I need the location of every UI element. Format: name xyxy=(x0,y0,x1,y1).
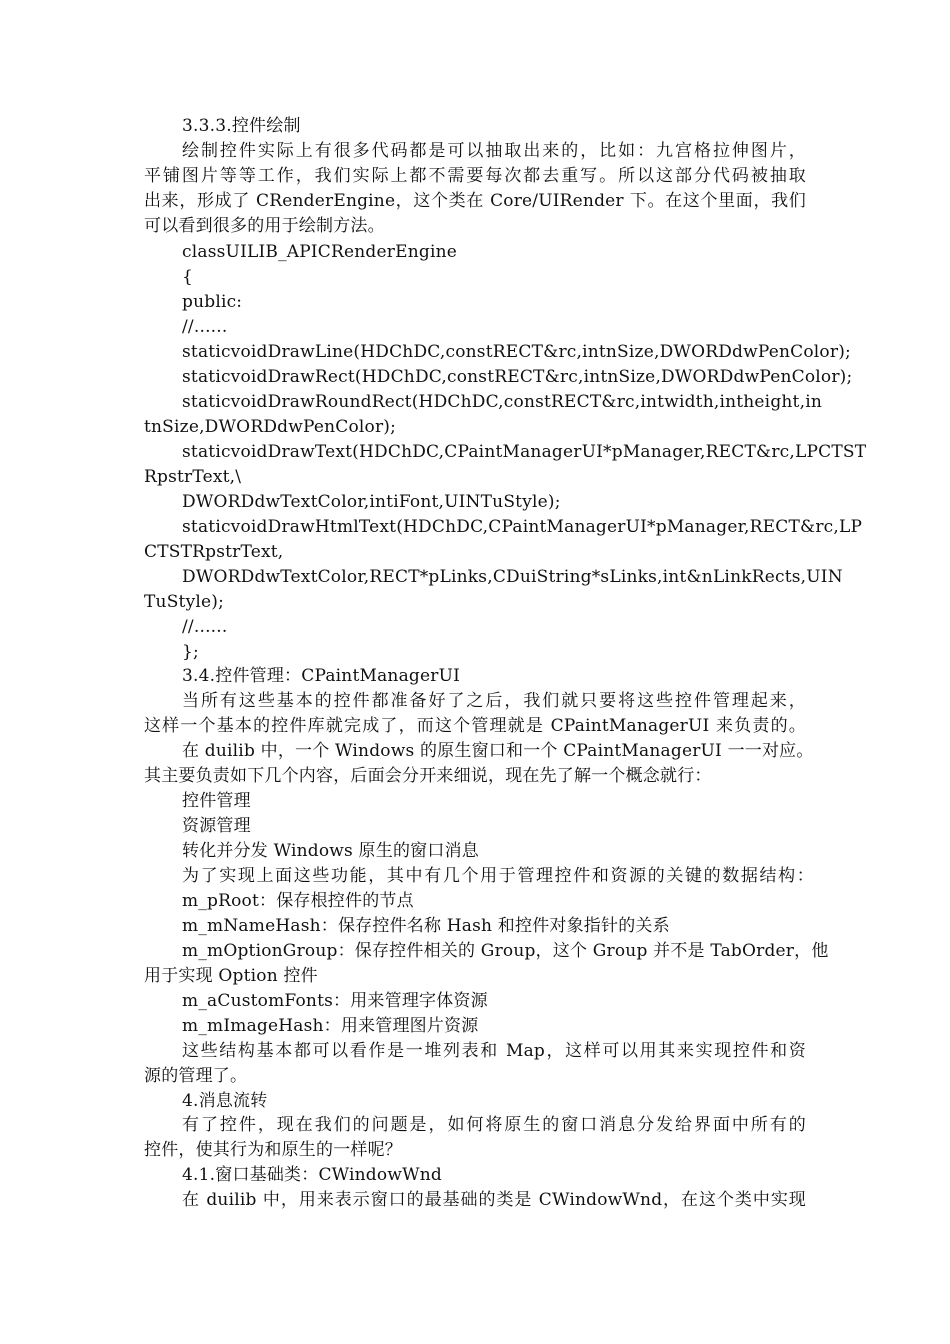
code-line: tnSize,DWORDdwPenColor); xyxy=(144,417,397,437)
code-line: public: xyxy=(182,292,243,312)
paragraph-line: 出来，形成了 CRenderEngine，这个类在 Core/UIRender 下。在这个里面，我们 xyxy=(144,191,806,211)
paragraph-line: 在 duilib 中，用来表示窗口的最基础的类是 CWindowWnd，在这个类中实现 xyxy=(182,1190,806,1210)
code-line: { xyxy=(182,267,194,287)
code-line: //...... xyxy=(182,617,228,637)
code-line: DWORDdwTextColor,RECT*pLinks,CDuiString*sLinks,int&nLinkRects,UIN xyxy=(182,567,843,587)
code-line: TuStyle); xyxy=(144,592,225,612)
paragraph-line: 在 duilib 中，一个 Windows 的原生窗口和一个 CPaintManagerUI 一一对应。 xyxy=(182,741,814,761)
list-item: 控件管理 xyxy=(182,791,251,811)
code-line: staticvoidDrawRect(HDChDC,constRECT&rc,intnSize,DWORDdwPenColor); xyxy=(182,367,853,387)
code-line: staticvoidDrawRoundRect(HDChDC,constRECT&rc,intwidth,intheight,in xyxy=(182,392,822,412)
paragraph-line: 绘制控件实际上有很多代码都是可以抽取出来的，比如：九宫格拉伸图片， xyxy=(182,141,806,161)
paragraph-line: 用于实现 Option 控件 xyxy=(144,966,318,986)
section-heading-3-4: 3.4.控件管理：CPaintManagerUI xyxy=(182,666,461,686)
list-item: m_aCustomFonts：用来管理字体资源 xyxy=(182,991,488,1011)
code-line: //...... xyxy=(182,317,228,337)
code-line: CTSTRpstrText, xyxy=(144,542,284,562)
list-item: m_mImageHash：用来管理图片资源 xyxy=(182,1016,479,1036)
section-heading-4-1: 4.1.窗口基础类：CWindowWnd xyxy=(182,1165,442,1185)
paragraph-line: 其主要负责如下几个内容，后面会分开来细说，现在先了解一个概念就行： xyxy=(144,766,712,786)
paragraph-line: 这些结构基本都可以看作是一堆列表和 Map，这样可以用其来实现控件和资 xyxy=(182,1041,806,1061)
list-item: 转化并分发 Windows 原生的窗口消息 xyxy=(182,841,479,861)
paragraph-line: 为了实现上面这些功能，其中有几个用于管理控件和资源的关键的数据结构： xyxy=(182,866,814,886)
code-line: }; xyxy=(182,642,199,662)
paragraph-line: 源的管理了。 xyxy=(144,1066,248,1086)
paragraph-line: 当所有这些基本的控件都准备好了之后，我们就只要将这些控件管理起来， xyxy=(182,691,806,711)
list-item: m_mOptionGroup：保存控件相关的 Group，这个 Group 并不是 TabOrder，他 xyxy=(182,941,829,961)
code-line: staticvoidDrawText(HDChDC,CPaintManagerUI*pManager,RECT&rc,LPCTST xyxy=(182,442,867,462)
list-item: 资源管理 xyxy=(182,816,251,836)
code-line: classUILIB_APICRenderEngine xyxy=(182,242,457,262)
code-line: RpstrText,\ xyxy=(144,467,242,487)
code-line: staticvoidDrawLine(HDChDC,constRECT&rc,intnSize,DWORDdwPenColor); xyxy=(182,342,851,362)
list-item: m_pRoot：保存根控件的节点 xyxy=(182,891,414,911)
paragraph-line: 平铺图片等等工作，我们实际上都不需要每次都去重写。所以这部分代码被抽取 xyxy=(144,166,806,186)
paragraph-line: 可以看到很多的用于绘制方法。 xyxy=(144,216,385,236)
paragraph-line: 控件，使其行为和原生的一样呢？ xyxy=(144,1140,402,1160)
code-line: staticvoidDrawHtmlText(HDChDC,CPaintManagerUI*pManager,RECT&rc,LP xyxy=(182,517,863,537)
code-line: DWORDdwTextColor,intiFont,UINTuStyle); xyxy=(182,492,561,512)
section-heading-3-3-3: 3.3.3.控件绘制 xyxy=(182,116,301,136)
list-item: m_mNameHash：保存控件名称 Hash 和控件对象指针的关系 xyxy=(182,916,670,936)
section-heading-4: 4.消息流转 xyxy=(182,1091,268,1111)
paragraph-line: 这样一个基本的控件库就完成了，而这个管理就是 CPaintManagerUI 来负责的。 xyxy=(144,716,806,736)
paragraph-line: 有了控件，现在我们的问题是，如何将原生的窗口消息分发给界面中所有的 xyxy=(182,1115,806,1135)
